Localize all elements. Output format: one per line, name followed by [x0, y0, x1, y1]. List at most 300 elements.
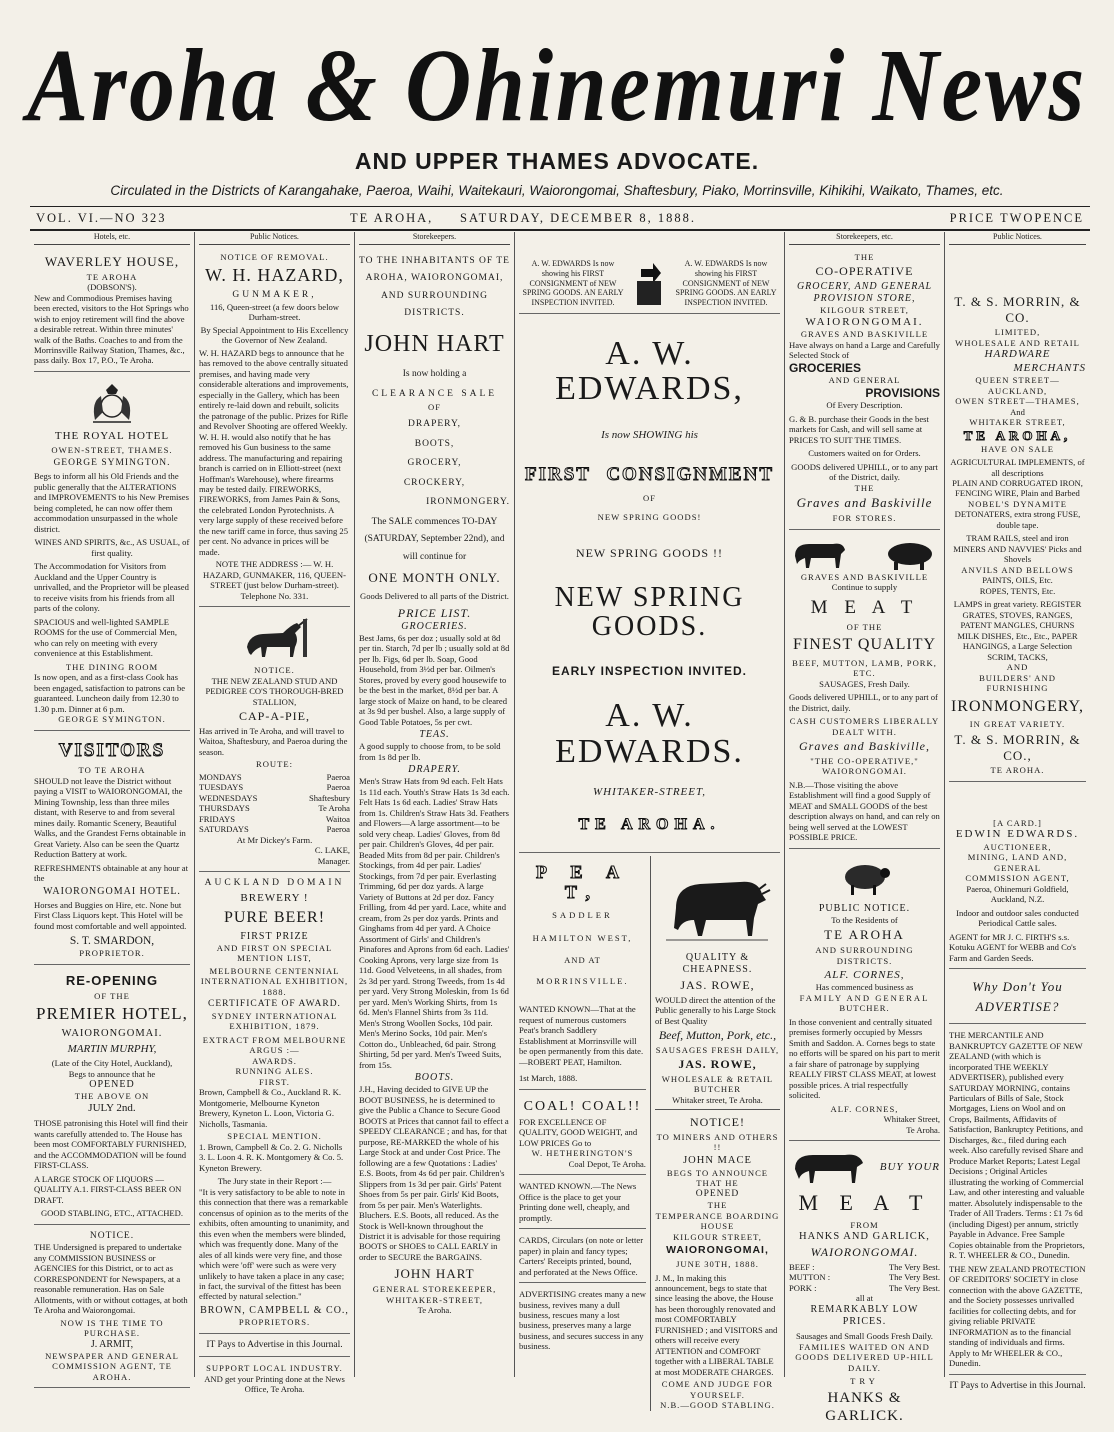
ad-jury: The Jury state in their Report :— — [217, 1176, 332, 1187]
ad-body: New and Commodious Premises having been erected, visitors to the Hot Springs who wish to enjoy retirement will find the above a desirable retreat. Within three minutes' walk of the Baths. Coaches to and from the Morrinsville Railway Station, Thames, &c., pass daily. Box 17, P.O., Te Aroha. — [34, 292, 189, 366]
masthead-title-svg — [20, 22, 1094, 143]
price-list — [789, 1262, 940, 1293]
drapery-body: Men's Straw Hats from 9d each. Felt Hats 1s 11d each. Youth's Straw Hats 1s 3d each. Felt Hats 1s 6d each. Ladies' Straw Hats from 1s. Children's Straw Hats 3d. Feathers and Flowers—A large assortment—to be sold very cheap. Ladies' Gloves, from 8d per pair. Children's Gloves, 4d per pair. Beaded Mits from 8d per pair. Children's Stockings, from 4d per pair. Ladies' Stockings, from 7d per pair. Everlasting Trimming, 6d per doz yards. A large Variety of Buttons at 2d per doz. Fancy Frilling, from 4d per yard. Lace, white and cream, from 2s per doz yards. Prints and Ginghams from 4d per yard. A Choice Assortment of Girls' and Children's Pinafores and Aprons from 6d each. Ladies' Cooking Aprons, very large size from 1s 11d. Good Velveteens, in all shades, from 2s 3d per yard. Strong Tweeds, from 1s 4d per yard. Very Strong Moleskin, from 1s 6d per yard. Men's Working Shirts, from 1s 6d. Men's Flannel Shirts from 3s 11d. Men's Strong Woollen Socks, 10d pair. Men's Merino Socks, 10d pair. Men's Cotton do., Unbleached, 6d pair. Strong Shirting, 5d per yard. Men's Tweed Suits, from 15s. — [359, 776, 510, 1070]
ad-card: [A CARD.] — [993, 817, 1042, 828]
price: PRICE TWOPENCE — [949, 211, 1084, 225]
ad-owner: (DOBSON'S). — [87, 282, 137, 293]
ad-protection: THE NEW ZEALAND PROTECTION OF CREDITORS' SOCIETY in close connection with the above GAZETTE, and the Society possesses unrivalled facilities for collecting debts, and for giving reliable PRIVATE INFORMATION as to the financial standing of individuals and firms. Apply to Mr WHEELER & CO., Dunedin. — [949, 1263, 1086, 1369]
ad-edwards-header — [519, 256, 780, 314]
ad-families: FAMILIES WAITED ON AND GOODS DELIVERED UP-HILL DAILY. — [795, 1341, 934, 1373]
ad-nb: N.B.—Those visiting the above Establishment will find a good Supply of MEAT and SMALL GOODS of the best description always on hand, and can rely on being well served at the LOWEST POSSIBLE PRICE. — [789, 779, 940, 843]
dateline-date: SATURDAY, DECEMBER 8, 1888. — [460, 211, 696, 225]
ad-address: 116, Queen-street (a few doors below Durham-street. — [209, 301, 340, 323]
ad-notice: NOTICE! — [689, 1115, 745, 1130]
ad-graves: GRAVES AND BASKIVILLE — [800, 571, 929, 582]
ad-extract: EXTRACT FROM MELBOURNE ARGUS :— — [202, 1034, 347, 1056]
ad-and: And — [1010, 406, 1025, 417]
section-header: Hotels, etc. — [34, 232, 190, 245]
ad-dining-body: Is now open, and as a first-class Cook has been engaged, satisfaction to patrons can be guaranteed. Luncheon daily from 12.30 to 1.30 p.m. Dinner at 6 p.m. — [34, 672, 186, 714]
ad-sausages: SAUSAGES, Fresh Daily. — [819, 678, 910, 689]
ad-body: FOR EXCELLENCE OF QUALITY, GOOD WEIGHT, and LOW PRICES Go to — [519, 1116, 638, 1148]
ad-role: Manager. — [317, 855, 350, 866]
route-row: THURSDAYS Te Aroha — [199, 803, 350, 814]
ad-body: WANTED KNOWN—That at the request of numerous customers Peat's branch Saddlery Establishment at Morrinsville will be open permanently from this date.—ROBERT PEAT, Hamilton. — [519, 1004, 644, 1067]
ad-grocery: GROCERY, AND GENERAL PROVISION STORE, — [796, 280, 933, 305]
masthead — [0, 0, 1114, 250]
buy-row — [789, 1147, 940, 1187]
ad-ironmongery: IRONMONGERY. — [426, 497, 510, 508]
ad-delivered: Goods Delivered to all parts of the District. — [360, 591, 509, 602]
ad-name: JOHN MACE — [683, 1154, 752, 1166]
route-row: SATURDAYS Paeroa — [199, 824, 350, 835]
ad-family: FAMILY AND GENERAL — [799, 992, 930, 1003]
ad-lamps: LAMPS in great variety. REGISTER GRATES, STOVES, RANGES, PATENT MANGLES, CHURNS MILK DISHES, Etc., Etc., PAPER HANGINGS, a Large Selection SCRIM, TACKS, — [953, 599, 1082, 662]
ad-body: ADVERTISING creates many a new business, revives many a dull business, rescues many a lost business, preserves many a large business, and secures success in any business. — [519, 1289, 646, 1352]
cow-icon — [789, 536, 849, 572]
ad-body: THOSE patronising this Hotel will find their wants carefully attended to. The House has been most COMFORTABLY FURNISHED, and the ACCOMMODATION will be found FIRST-CLASS. — [34, 1118, 188, 1171]
ad-come: COME AND JUDGE FOR YOURSELF. — [661, 1379, 774, 1400]
column-5 — [785, 232, 945, 1425]
ad-from: FROM — [850, 1220, 879, 1231]
dateline-place: TE AROHA, — [350, 211, 434, 225]
ad-indoor: Indoor and outdoor sales conducted Periodical Cattle sales. — [956, 907, 1079, 929]
ad-meat: M E A T — [810, 596, 919, 618]
route-row: FRIDAYS Waitoa — [199, 813, 350, 824]
ad-trade: SADDLER — [552, 910, 613, 921]
ad-sign: BROWN, CAMPBELL & CO., — [200, 1304, 349, 1316]
ad-morrin — [949, 249, 1086, 782]
ad-role: GENERAL STOREKEEPER, — [372, 1284, 497, 1295]
ad-date: (SATURDAY, September 22nd), and — [364, 534, 505, 545]
ad-gb-name: Graves and Baskiville — [796, 495, 933, 511]
section-header: Storekeepers. — [359, 232, 510, 245]
ad-residents: To the Residents of — [831, 914, 898, 925]
ad-title: WAVERLEY HOUSE, — [44, 253, 180, 269]
ad-special: SPECIAL MENTION. — [227, 1131, 322, 1142]
ad-title: T. & S. MORRIN, & CO. — [954, 293, 1081, 325]
ad-intro-4: DISTRICTS. — [404, 308, 465, 319]
ad-whitaker: WHITAKER STREET, — [969, 417, 1066, 428]
ad-awards: AWARDS. — [252, 1055, 297, 1066]
ad-opened: OPENED — [695, 1188, 740, 1199]
ad-delivered: GOODS delivered UPHILL, or to any part of the District, daily. — [791, 461, 938, 483]
ad-hotel: PREMIER HOTEL, — [36, 1004, 188, 1024]
ad-role: NEWSPAPER AND GENERAL COMMISSION AGENT, TE AROHA. — [45, 1350, 179, 1382]
ad-waverley-house — [34, 249, 190, 372]
groceries-body: Best Jams, 6s per doz ; usually sold at 8d per tin. Starch, 7d per lb ; usually sold at 8d per lb. Figs, 6d per lb. Soap, Good Household, from 3½d per bar. Oilmen's Stores, proved by every good housewife to be the best in the market, 8½d per bar. A large stock of Maize on hand, to be cleared at 3s 9d per bushel. Also, a large supply of Good Table Potatoes, 5s per cwt. — [359, 632, 510, 727]
ad-builders: BUILDERS' AND FURNISHING — [979, 672, 1056, 694]
ad-role: PROPRIETORS. — [238, 1317, 311, 1328]
ad-arrived: Has arrived in Te Aroha, and will travel to Waitoa, Shaftesbury, and Paeroa during the season. — [199, 725, 348, 757]
ad-first: FIRST. — [259, 1076, 290, 1087]
ad-sample-rooms: SPACIOUS and well-lighted SAMPLE ROOMS for the use of Commercial Men, who can rely on meeting with every convenience at this Establishment. — [34, 616, 177, 659]
ad-agri: AGRICULTURAL IMPLEMENTS, of all descriptions — [950, 457, 1085, 478]
ad-of: OF THE — [94, 990, 130, 1001]
ad-kilgour: KILGOUR STREET, — [673, 1231, 762, 1242]
ad-body: THE NEW ZEALAND STUD AND PEDIGREE CO'S THOROUGH-BRED STALLION, — [205, 675, 344, 707]
ad-trade: GUNMAKER, — [232, 290, 317, 301]
ad-title: SUPPORT LOCAL INDUSTRY. — [206, 1363, 343, 1374]
ad-meat: M E A T — [798, 1190, 931, 1216]
ad-note: NOTE THE ADDRESS :— W. H. HAZARD, GUNMAKER, 116, QUEEN-STREET (just below Durham-street). Telephone No. 331. — [203, 559, 346, 601]
ad-stock: A LARGE STOCK OF LIQUORS —QUALITY A.1. FIRST-CLASS BEER ON DRAFT. — [34, 1173, 182, 1205]
ad-hanks-garlick — [789, 1144, 940, 1432]
ad-subtitle: BREWERY ! — [240, 891, 309, 904]
ad-ironmongery: IRONMONGERY, — [950, 697, 1085, 715]
ad-and-general: AND GENERAL — [828, 375, 901, 386]
ad-special-list: 1. Brown, Campbell & Co. 2. G. Nicholls 3. L. Loon 4. R. K. Montgomery & Co. 5. Kyneton Brewery. — [199, 1141, 344, 1173]
price-list-title: PRICE LIST. — [397, 605, 472, 620]
ad-title: VISITORS — [58, 739, 166, 761]
ad-depot: Coal Depot, Te Aroha. — [568, 1158, 646, 1169]
ad-new-spring-1: NEW SPRING GOODS! — [597, 511, 702, 522]
ad-waio-2: WAIORONGOMAI. — [822, 766, 907, 777]
circulation-line: Circulated in the Districts of Karangahake, Paeroa, Waihi, Waitekauri, Waiorongomai, Shaftesbury, Piako, Morrinsville, Kihikihi, Waikato, Thames, etc. — [110, 183, 1004, 198]
ad-new-spring-3: NEW SPRING GOODS. — [554, 582, 745, 643]
ad-john-mace — [655, 1109, 780, 1410]
ad-provisions: PROVISIONS — [865, 385, 940, 400]
ad-buy: BUY YOUR — [879, 1161, 940, 1174]
ad-prize: FIRST PRIZE — [240, 930, 309, 942]
ad-hardware: HARDWARE — [984, 348, 1051, 361]
ad-title: P E A T, — [535, 861, 629, 902]
ad-pays-to-advertise — [199, 1337, 350, 1358]
ad-drapery: DRAPERY, — [408, 418, 461, 429]
ad-name-2: A. W. EDWARDS. — [555, 697, 744, 771]
ad-armit-notice — [34, 1228, 190, 1389]
ad-gb-name-2: Graves and Baskiville, — [799, 739, 930, 754]
ad-te-aroha: TE AROHA — [824, 927, 905, 943]
ad-wholesale: WHOLESALE & RETAIL BUTCHER — [661, 1073, 774, 1095]
ad-stabling: N.B.—GOOD STABLING. — [660, 1400, 775, 1411]
ad-body: W. H. HAZARD begs to announce that he has removed to the above centrally situated premises, and having made very considerable alterations and improvements, especially in the Gallery, which has been entirely re-laid down and rebuilt, solicits the patronage of the public. Prizes for Rifle and Revolver Shooting are offered Weekly. W. H. H. would also notify that he has removed his Gun business to the same address. The manufacturing and repairing branch is carried on in Elliott-street (next Hoffman's Warehouse), where firearms may be tested daily. FIREWORKS, FIREWORKS, from James Pain & Sons, the celebrated London Pyrotechnists. A very large supply of these received before the new tariff came in force, thus saving 25 per cent. No advance in prices will be made. — [199, 347, 349, 557]
ad-name: A. W. EDWARDS, — [555, 334, 744, 408]
columns — [30, 232, 1090, 1425]
ad-groceries: GROCERIES — [789, 360, 862, 375]
ad-coop-2: "THE CO-OPERATIVE," — [810, 755, 919, 766]
ad-every: Of Every Description. — [826, 400, 903, 411]
ad-place: WAIORONGOMAI. — [810, 1245, 919, 1260]
ad-why-advertise — [949, 972, 1086, 1024]
ad-title: THE ROYAL HOTEL — [54, 429, 170, 442]
ad-body: AND get your Printing done at the News Office, Te Aroha. — [204, 1373, 345, 1395]
ad-intro-1: TO THE INHABITANTS OF TE — [359, 255, 510, 266]
ad-graves-meat — [789, 533, 940, 849]
price-row: MUTTON : The Very Best. — [789, 1272, 940, 1283]
ad-premier-hotel — [34, 968, 190, 1225]
ad-date: JUNE 30TH, 1888. — [676, 1259, 759, 1270]
ad-opened: OPENED — [89, 1079, 135, 1091]
ad-month: ONE MONTH ONLY. — [368, 569, 501, 585]
ad-continue: Continue to supply — [831, 582, 898, 593]
ad-and-2: AND — [1006, 662, 1029, 673]
ad-intro-3: AND SURROUNDING — [380, 290, 489, 301]
ad-and-at: AND AT — [564, 955, 601, 966]
consignment-row — [519, 465, 780, 486]
ad-merchants: MERCHANTS — [1013, 361, 1086, 374]
ad-visitors — [34, 734, 190, 965]
ad-accommodation: The Accommodation for Visitors from Auckland and the Upper Country is unrivalled, and the Proprietor will be pleased to receive visits from his friends from all parts of the colony. — [34, 561, 189, 614]
ad-pays-to-advertise-2 — [949, 1378, 1086, 1398]
ad-alf-cornes — [789, 852, 940, 1142]
ad-first: FIRST — [525, 463, 591, 485]
ad-butcher: BUTCHER. — [839, 1003, 890, 1014]
ad-name: W. HETHERINGTON'S — [531, 1148, 634, 1159]
ad-miners: MINERS AND NAVVIES' Picks and Shovels — [953, 543, 1082, 565]
route-row: MONDAYS Paeroa — [199, 771, 350, 782]
ad-date: 1st March, 1888. — [519, 1073, 578, 1084]
ad-hotel: WAIORONGOMAI HOTEL. — [43, 885, 181, 897]
ad-showing: Is now SHOWING his — [601, 429, 698, 442]
ad-beef-mutton: Beef, Mutton, Pork, etc., — [658, 1028, 777, 1043]
ad-pure-beer: PURE BEER! — [223, 909, 326, 927]
ad-title: CO-OPERATIVE — [815, 264, 914, 279]
horse-icon — [237, 617, 313, 661]
ad-sign: GEORGE SYMINGTON. — [58, 714, 166, 725]
ad-purchase: G. & B. purchase their Goods in the best markets for Cash, and will sell same at PRICES TO SUIT THE TIMES. — [789, 413, 929, 445]
ad-miners: TO MINERS AND OTHERS !! — [656, 1131, 779, 1153]
ad-body: THE MERCANTILE AND BANKRUPTCY GAZETTE OF NEW ZEALAND (with which is incorporated THE WEEKLY ADVERTISER), published every SATURDAY MORNING, contains Particulars of Bills of Sale, Stock Mortgages, Liens on Wool and on Crops, Bailments, Affidavits of Satisfaction, Bankruptcy Petitions, and Discharges, &c., filed during each week. Also carefully revised Share and Produce Market Reports; Latest Legal Decisions ; Original Articles illustrating the working of Commercial Law, and other interesting and valuable matter. Absolutely indispensable to the Trader of All Traders. Terms : £1 7s 6d (including Digest) per annum, strictly Payable in Advance. Free Sample Copies obtainable from the Proprietors, R. T. WHEELER & CO., Dunedin. — [949, 1030, 1085, 1261]
teas-title: TEAS. — [419, 729, 450, 741]
ad-date: JULY 2nd. — [88, 1101, 136, 1114]
ad-title: W. H. HAZARD, — [205, 265, 344, 286]
ad-queen: QUEEN STREET—AUCKLAND, — [975, 375, 1060, 396]
ad-hanks: HANKS AND GARLICK, — [799, 1230, 930, 1242]
price-row: PORK : The Very Best. — [789, 1282, 940, 1293]
ad-paints: PAINTS, OILS, Etc. — [982, 575, 1053, 586]
teas-body: A good supply to choose from, to be sold from 1s 8d per lb. — [359, 741, 501, 762]
ad-refreshments: REFRESHMENTS obtainable at any hour at the — [34, 862, 188, 884]
ad-the-2: THE — [854, 482, 875, 493]
ad-peat-saddler — [519, 856, 646, 1090]
route-list — [199, 772, 350, 835]
ad-title: Why Don't You ADVERTISE? — [972, 979, 1063, 1014]
ad-place: TE AROHA — [86, 271, 138, 282]
ad-begs: BEGS TO ANNOUNCE THAT HE — [666, 1167, 769, 1189]
ad-anvils: ANVILS AND BELLOWS — [961, 564, 1074, 575]
ad-temperance: TEMPERANCE BOARDING HOUSE — [655, 1210, 780, 1232]
ad-nobel: NOBEL'S DYNAMITE — [968, 498, 1067, 509]
ad-begs: Begs to announce that he — [68, 1068, 156, 1079]
ad-sydney: SYDNEY INTERNATIONAL EXHIBITION, 1879. — [211, 1010, 338, 1032]
ad-for-stores: FOR STORES. — [832, 513, 897, 524]
ad-have-always: Have always on hand a Large and Carefully Selected Stock of — [789, 339, 940, 361]
ad-cards — [519, 1232, 646, 1283]
ad-the: THE — [707, 1200, 728, 1211]
ad-commences: The SALE commences TO-DAY — [371, 516, 498, 527]
ad-rowe-body: WOULD direct the attention of the Public generally to his Large Stock of Best Quality — [654, 994, 776, 1026]
route-row: TUESDAYS Paeroa — [199, 782, 350, 793]
ad-commenced: Has commenced business as — [815, 982, 914, 993]
price-row: BEEF : The Very Best. — [789, 1261, 940, 1272]
col4-lower — [519, 856, 780, 1411]
ad-wholesale: WHOLESALE AND RETAIL — [955, 337, 1080, 348]
ad-name: JOHN HART — [364, 331, 505, 358]
drapery-title: DRAPERY. — [408, 764, 461, 776]
column-1 — [30, 232, 195, 1382]
column-4 — [515, 232, 785, 1411]
ad-agent: AGENT for MR J. C. FIRTH'S s.s. Kotuku AGENT for WEBB and Co's Farm and Garden Seeds. — [949, 931, 1077, 963]
ad-title: NOTICE. — [89, 1230, 135, 1241]
route-row: WEDNESDAYS Shaftesbury — [199, 792, 350, 803]
ad-te-aroha: TE AROHA, — [963, 427, 1072, 443]
ad-wanted-known — [519, 1178, 646, 1229]
ad-new-spring-2: NEW SPRING GOODS !! — [575, 546, 724, 561]
ad-sign: ALF. CORNES, — [830, 1103, 899, 1114]
ad-kilgour: KILGOUR STREET, — [820, 305, 909, 316]
ad-beef: BEEF, MUTTON, LAMB, PORK, ETC. — [792, 657, 937, 679]
ad-of: OF — [643, 493, 656, 504]
ad-body: SHOULD not leave the District without paying a VISIT to WAIORONGOMAI, the Mining Township, less than three miles distant, with Reserve to and from several mines daily. Romantic Scenery, Beautiful Walks, and the Grandest Ferns obtainable in Great Variety. Also can be seen the Quartz Reduction Battery at work. — [34, 775, 186, 860]
ad-co-operative — [789, 249, 940, 530]
ad-variety: IN GREAT VARIETY. — [969, 719, 1066, 730]
column-3 — [355, 232, 515, 1377]
ad-quote: "It is very satisfactory to be able to note in this connection that there was a remarkable concensus of opinion as to the merits of the exhibits, often amounting to unanimity, and this even when the members were blinded, which was frequently done. Many of the ales of all kinds were very fine, and those which were 'off' were such as were very unlikely to have taken a place in any case; in fact, the survival of the fittest has been effected by natural selection." — [199, 1186, 350, 1302]
ad-body: In those convenient and centrally situated premises formerly occupied by Messrs Smith and Saddon. A. Cornes begs to state no efforts will be spared on his part to merit a fair share of patronage by supplying REALLY FIRST CLASS MEAT, at lowest possible prices. A trial respectfully solicited. — [789, 1016, 940, 1101]
ad-hazard-gunmaker — [199, 249, 350, 608]
ad-late: (Late of the City Hotel, Auckland), — [51, 1058, 173, 1069]
ad-john-hart — [359, 249, 510, 1321]
ad-paeroa: Paeroa, Ohinemuri Goldfield, Auckland, N.Z. — [966, 883, 1069, 905]
ad-consignment: CONSIGNMENT — [606, 463, 774, 485]
ad-owner: GEORGE SYMINGTON. — [53, 457, 171, 468]
ad-place: OWEN-STREET, THAMES. — [51, 445, 173, 456]
ad-finest: FINEST QUALITY — [792, 636, 937, 654]
ad-mercantile-gazette — [949, 1027, 1086, 1375]
ad-remarkably: REMARKABLY LOW PRICES. — [810, 1303, 919, 1328]
ad-sign: T. & S. MORRIN, & CO., — [954, 731, 1081, 763]
ad-title: AUCKLAND DOMAIN — [204, 878, 345, 889]
pig-icon — [880, 536, 940, 572]
ad-advertising — [519, 1286, 646, 1357]
section-header: Storekeepers, etc. — [789, 232, 940, 245]
ad-edwin-edwards — [949, 785, 1086, 969]
ad-body: IT Pays to Advertise in this Journal. — [206, 1339, 343, 1350]
ad-public-notice: PUBLIC NOTICE. — [818, 902, 911, 914]
ad-alf: ALF. CORNES, — [824, 969, 905, 982]
ad-limited: LIMITED, — [994, 327, 1041, 338]
section-header: Public Notices. — [949, 232, 1086, 245]
ad-clearance: CLEARANCE SALE — [371, 388, 498, 399]
ad-tram: TRAM RAILS, steel and iron — [966, 533, 1069, 544]
ad-body: J. M., In making this announcement, begs to state that since leasing the above, the House has been thoroughly renovated and most COMFORTABLY FURNISHED ; and VISITORS and others will receive every ATTENTION and COMFORT together with a LIBERAL TABLE at most MODERATE CHARGES. — [654, 1272, 778, 1377]
ad-title: COAL! COAL!! — [523, 1098, 642, 1114]
ad-the: THE — [854, 251, 875, 262]
ad-ropes: ROPES, TENTS, Etc. — [979, 585, 1056, 596]
ad-body: THE Undersigned is prepared to undertake any COMMISSION BUSINESS or AGENCIES for this District, or to act as CORRESPONDENT for Newspapers, at a reasonable remuneration. Has on Sale Allotments, with or without cottages, at both Te Aroha and Waiorongomai. — [34, 1242, 188, 1316]
ad-intro-2: AROHA, WAIORONGOMAI, — [365, 273, 504, 284]
ad-sausages: SAUSAGES FRESH DAILY, — [655, 1044, 780, 1055]
animal-row — [789, 536, 940, 572]
col4-lower-right — [651, 856, 780, 1411]
ad-prize-2: AND FIRST ON SPECIAL MENTION LIST, — [216, 942, 333, 964]
ad-name: CAP-A-PIE, — [238, 709, 310, 724]
ad-wines: WINES AND SPIRITS, &c., AS USUAL, of first quality. — [34, 537, 190, 558]
column-2 — [195, 232, 355, 1395]
ad-exhibition: MELBOURNE CENTENNIAL INTERNATIONAL EXHIBITION, 1888. — [200, 965, 349, 997]
ad-small-goods: Sausages and Small Goods Fresh Daily. — [796, 1331, 933, 1342]
col4-lower-left — [519, 856, 651, 1411]
ad-dining-title: THE DINING ROOM — [65, 661, 159, 672]
ad-coal — [519, 1093, 646, 1176]
ad-running: RUNNING ALES. — [235, 1066, 314, 1077]
ad-place: WAIORONGOMAI, — [666, 1244, 769, 1257]
ad-stallion — [199, 610, 350, 872]
ad-subtitle: TO TE AROHA — [78, 765, 146, 776]
ad-mining: MINING, LAND AND, GENERAL — [967, 852, 1068, 873]
ad-holding: Is now holding a — [402, 369, 467, 380]
ox-icon — [789, 1147, 869, 1187]
ad-edwards-main — [519, 317, 780, 853]
groceries-title: GROCERIES. — [401, 620, 468, 632]
ad-rowe: JAS. ROWE, — [680, 978, 755, 993]
section-header: Public Notices. — [199, 232, 350, 245]
ad-hamilton: HAMILTON WEST, — [532, 932, 633, 943]
ad-crockery: CROCKERY, — [403, 477, 466, 488]
ad-above: THE ABOVE ON — [74, 1091, 150, 1102]
ad-of-the: OF THE — [846, 621, 883, 632]
ad-on-sale: HAVE ON SALE — [981, 443, 1054, 454]
ad-horses: Horses and Buggies on Hire, etc. None but First Class Liquors kept. This Hotel will be found most comfortable and well appointed. — [34, 899, 187, 931]
bull-icon — [662, 860, 772, 948]
ad-called: Customers waited on for Orders. — [808, 448, 921, 459]
ad-role: PROPRIETOR. — [79, 948, 145, 959]
ad-place: TE AROHA. — [578, 816, 721, 834]
ad-notice: NOTICE. — [254, 665, 295, 676]
ad-body: CARDS, Circulars (on note or letter paper) in plain and fancy types; Carters' Receipts printed, bound, and perforated at the News Office. — [519, 1235, 644, 1277]
ad-edwards-left: A. W. EDWARDS Is now showing his FIRST CONSIGNMENT of NEW SPRING GOODS. AN EARLY INSPECTION INVITED. — [522, 259, 624, 307]
pointing-hand-icon — [635, 259, 665, 307]
ad-place: WAIORONGOMAI. — [805, 315, 924, 328]
ad-hanks-2: HANKS & GARLICK. — [825, 1389, 904, 1425]
ad-body: Begs to inform all his Old Friends and the public generally that the ALTERATIONS and IMPROVEMENTS to his New Premises being completed, he can now offer them accommodation unsurpassed in the whole district. — [34, 471, 189, 534]
ad-royal-hotel — [34, 375, 190, 731]
masthead-title — [20, 22, 1094, 143]
ad-sign: C. LAKE, — [314, 845, 350, 856]
ad-early: EARLY INSPECTION INVITED. — [551, 663, 748, 678]
ad-domain-brewery — [199, 875, 350, 1333]
column-6 — [945, 232, 1090, 1391]
ad-cash: CASH CUSTOMERS LIBERALLY DEALT WITH. — [789, 716, 940, 737]
ad-graves: GRAVES AND BASKIVILLE — [800, 329, 929, 340]
ad-edwards-right: A. W. EDWARDS Is now showing his FIRST CONSIGNMENT of NEW SPRING GOODS. AN EARLY INSPECTION INVITED. — [675, 259, 777, 307]
ad-of: OF — [428, 402, 441, 413]
dateline — [30, 206, 1090, 231]
ad-sign: J. ARMIT, — [90, 1338, 134, 1350]
ad-goods-uphill: Goods delivered UPHILL, or to any part of the District, daily. — [789, 692, 938, 713]
ad-try: TRY — [850, 1376, 879, 1387]
ad-appointment: By Special Appointment to His Excellency the Governor of New Zealand. — [200, 324, 349, 346]
ad-auctioneer: AUCTIONEER, — [983, 841, 1052, 852]
ad-sign: S. T. SMARDON, — [69, 935, 155, 948]
royal-crest-icon — [87, 382, 137, 426]
ad-place: Te Aroha. — [417, 1305, 452, 1316]
ad-rowe-2: JAS. ROWE, — [678, 1057, 757, 1072]
ad-route-head: ROUTE: — [255, 759, 294, 770]
masthead-subtitle: AND UPPER THAMES ADVOCATE. — [354, 148, 760, 174]
ad-grocery: GROCERY, — [407, 458, 462, 469]
ad-name: EDWIN EDWARDS. — [955, 828, 1080, 841]
ad-owen: OWEN STREET—THAMES, — [955, 396, 1080, 407]
ad-body: IT Pays to Advertise in this Journal. — [949, 1380, 1086, 1391]
ad-surrounding: AND SURROUNDING DISTRICTS. — [815, 945, 914, 966]
boots-body: J.H., Having decided to GIVE UP the BOOT BUSINESS, he is determined to give the Public a Chance to Secure Good BOOTS at Prices that cannot fail to effect a SPEEDY CLEARANCE ; and has, for that purpose, RE-MARKED the whole of his Large Stock at and under Cost Price. The following are a few Quotations : Ladies' E.S. Boots, from 4s 6d per pair. Children's Slippers from 1s 3d per pair. Girls' Patent Shoes from 5s per pair. Girls' Kid Boots, from 5s per pair. Men's Waterlights. Bluchers. E.S. Boots, all reduced. As the Stock is Well-known throughout the District it is advisable for those requiring BOOTS or SHOES to CALL EARLY in order to SECURE the BARGAINS. — [359, 1084, 509, 1262]
ad-whitaker: Whitaker street, Te Aroha. — [672, 1094, 763, 1105]
ad-removal: NOTICE OF REMOVAL. — [220, 251, 329, 262]
ad-all-at: all at — [856, 1293, 873, 1304]
ad-commission: COMMISSION AGENT, — [965, 873, 1070, 884]
ad-body: WANTED KNOWN.—The News Office is the place to get your Printing done well, cheaply, and promptly. — [519, 1181, 637, 1223]
